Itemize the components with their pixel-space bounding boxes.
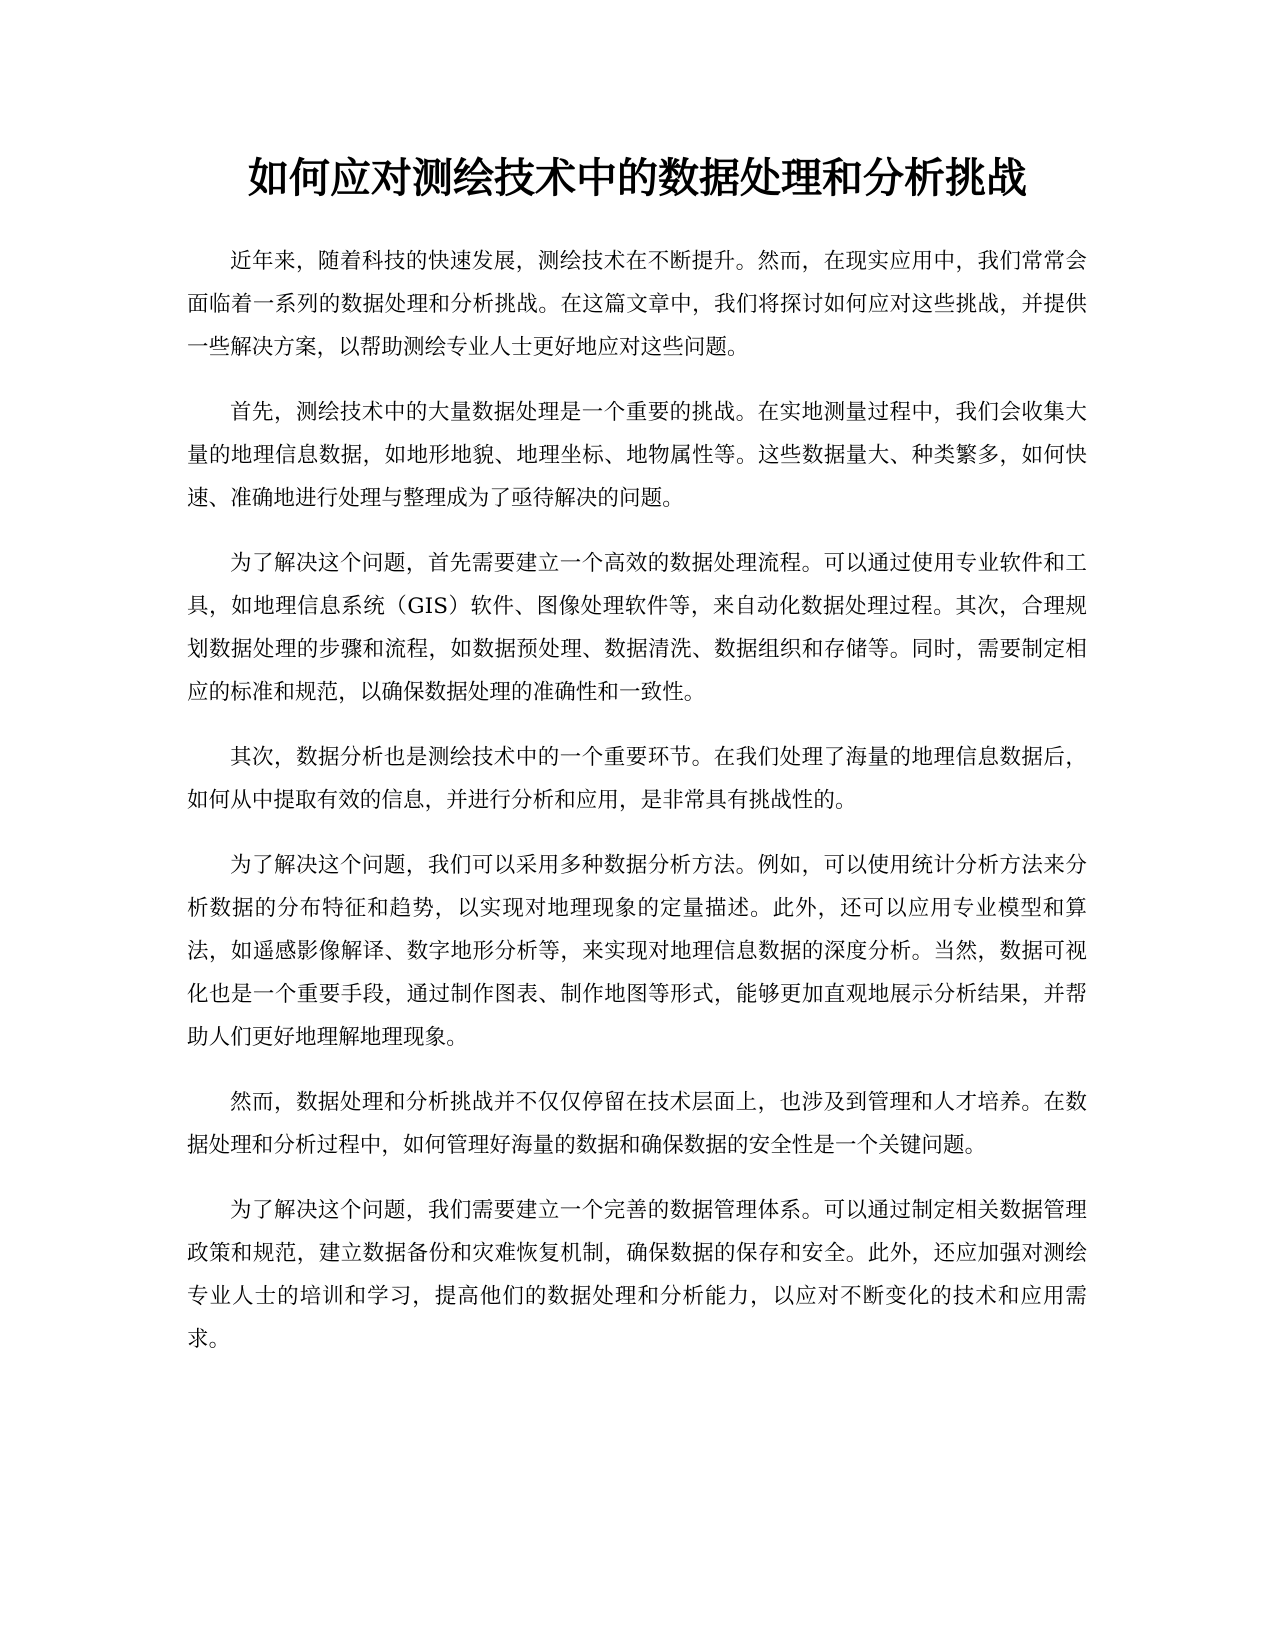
paragraph-4: 其次，数据分析也是测绘技术中的一个重要环节。在我们处理了海量的地理信息数据后，如何从中提取有效的信息，并进行分析和应用，是非常具有挑战性的。 (187, 745, 1087, 813)
document-title: 如何应对测绘技术中的数据处理和分析挑战 (248, 154, 1027, 202)
paragraph-6: 然而，数据处理和分析挑战并不仅仅停留在技术层面上，也涉及到管理和人才培养。在数据处理和分析过程中，如何管理好海量的数据和确保数据的安全性是一个关键问题。 (187, 1090, 1087, 1158)
document-body (187, 240, 1087, 1383)
paragraph-7: 为了解决这个问题，我们需要建立一个完善的数据管理体系。可以通过制定相关数据管理政策和规范，建立数据备份和灾难恢复机制，确保数据的保存和安全。此外，还应加强对测绘专业人士的培训和学习，提高他们的数据处理和分析能力，以应对不断变化的技术和应用需求。 (187, 1198, 1087, 1352)
paragraph-5: 为了解决这个问题，我们可以采用多种数据分析方法。例如，可以使用统计分析方法来分析数据的分布特征和趋势，以实现对地理现象的定量描述。此外，还可以应用专业模型和算法，如遥感影像解译、数字地形分析等，来实现对地理信息数据的深度分析。当然，数据可视化也是一个重要手段，通过制作图表、制作地图等形式，能够更加直观地展示分析结果，并帮助人们更好地理解地理现象。 (187, 853, 1087, 1050)
paragraph-1: 近年来，随着科技的快速发展，测绘技术在不断提升。然而，在现实应用中，我们常常会面临着一系列的数据处理和分析挑战。在这篇文章中，我们将探讨如何应对这些挑战，并提供一些解决方案，以帮助测绘专业人士更好地应对这些问题。 (187, 249, 1087, 360)
paragraph-2: 首先，测绘技术中的大量数据处理是一个重要的挑战。在实地测量过程中，我们会收集大量的地理信息数据，如地形地貌、地理坐标、地物属性等。这些数据量大、种类繁多，如何快速、准确地进行处理与整理成为了亟待解决的问题。 (187, 400, 1087, 511)
paragraph-3: 为了解决这个问题，首先需要建立一个高效的数据处理流程。可以通过使用专业软件和工具，如地理信息系统（GIS）软件、图像处理软件等，来自动化数据处理过程。其次，合理规划数据处理的步骤和流程，如数据预处理、数据清洗、数据组织和存储等。同时，需要制定相应的标准和规范，以确保数据处理的准确性和一致性。 (187, 551, 1087, 705)
